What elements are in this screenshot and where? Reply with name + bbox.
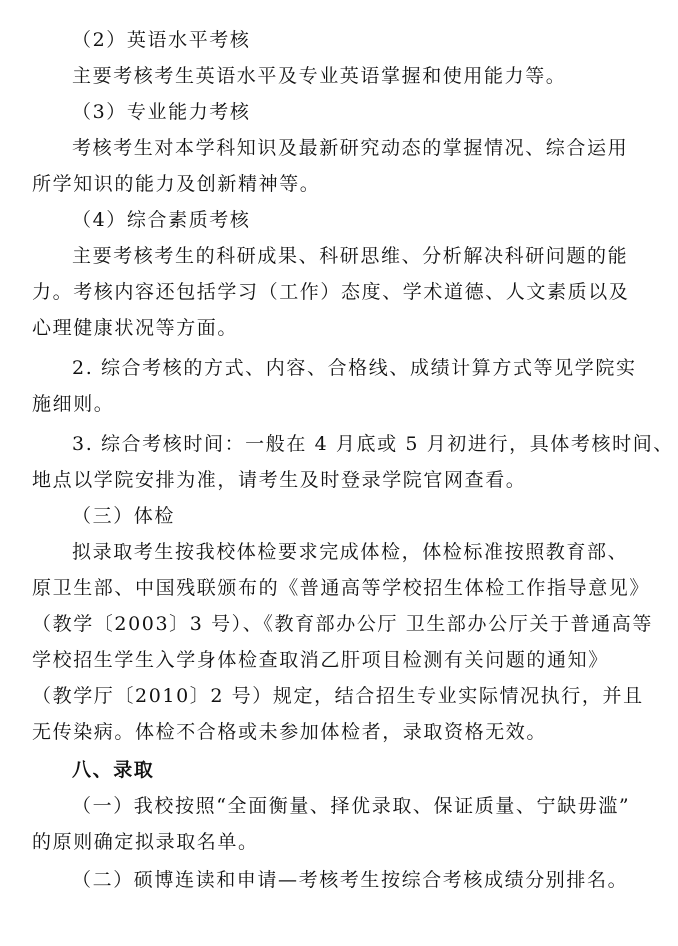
paragraph-line: 施细则。 (32, 393, 115, 415)
paragraph-line: （教学〔2003〕3 号）、《教育部办公厅 卫生部办公厅关于普通高等 (32, 613, 653, 635)
subheading-english-assessment: （2）英语水平考核 (72, 29, 251, 51)
paragraph-line: 原卫生部、中国残联颁布的《普通高等学校招生体检工作指导意见》 (32, 577, 651, 599)
paragraph-line: 主要考核考生的科研成果、科研思维、分析解决科研问题的能 (72, 245, 629, 267)
paragraph-line: 力。考核内容还包括学习（工作）态度、学术道德、人文素质以及 (32, 281, 630, 303)
paragraph-line: 主要考核考生英语水平及专业英语掌握和使用能力等。 (72, 65, 567, 87)
subheading-professional-assessment: （3）专业能力考核 (72, 101, 251, 123)
paragraph-line: 拟录取考生按我校体检要求完成体检，体检标准按照教育部、 (72, 541, 629, 563)
paragraph-line: 所学知识的能力及创新精神等。 (32, 173, 321, 195)
paragraph-line: （教学厅〔2010〕2 号）规定，结合招生专业实际情况执行，并且 (32, 685, 644, 707)
paragraph-line: 心理健康状况等方面。 (32, 317, 239, 339)
paragraph-line: 考核考生对本学科知识及最新研究动态的掌握情况、综合运用 (72, 137, 629, 159)
paragraph-line: 3. 综合考核时间：一般在 4 月底或 5 月初进行，具体考核时间、 (72, 433, 674, 455)
section-heading-admission: 八、录取 (72, 759, 155, 781)
paragraph-line: 无传染病。体检不合格或未参加体检者，录取资格无效。 (32, 721, 548, 743)
paragraph-line: 2. 综合考核的方式、内容、合格线、成绩计算方式等见学院实 (72, 357, 637, 379)
paragraph-line: 的原则确定拟录取名单。 (32, 831, 259, 853)
subheading-overall-quality-assessment: （4）综合素质考核 (72, 209, 251, 231)
paragraph-line: （二）硕博连读和申请—考核考生按综合考核成绩分别排名。 (72, 869, 629, 891)
paragraph-line: （一）我校按照“全面衡量、择优录取、保证质量、宁缺毋滥” (72, 795, 631, 817)
paragraph-line: 地点以学院安排为准，请考生及时登录学院官网查看。 (32, 469, 527, 491)
subheading-physical-exam: （三）体检 (72, 505, 176, 527)
paragraph-line: 学校招生学生入学身体检查取消乙肝项目检测有关问题的通知》 (32, 649, 609, 671)
